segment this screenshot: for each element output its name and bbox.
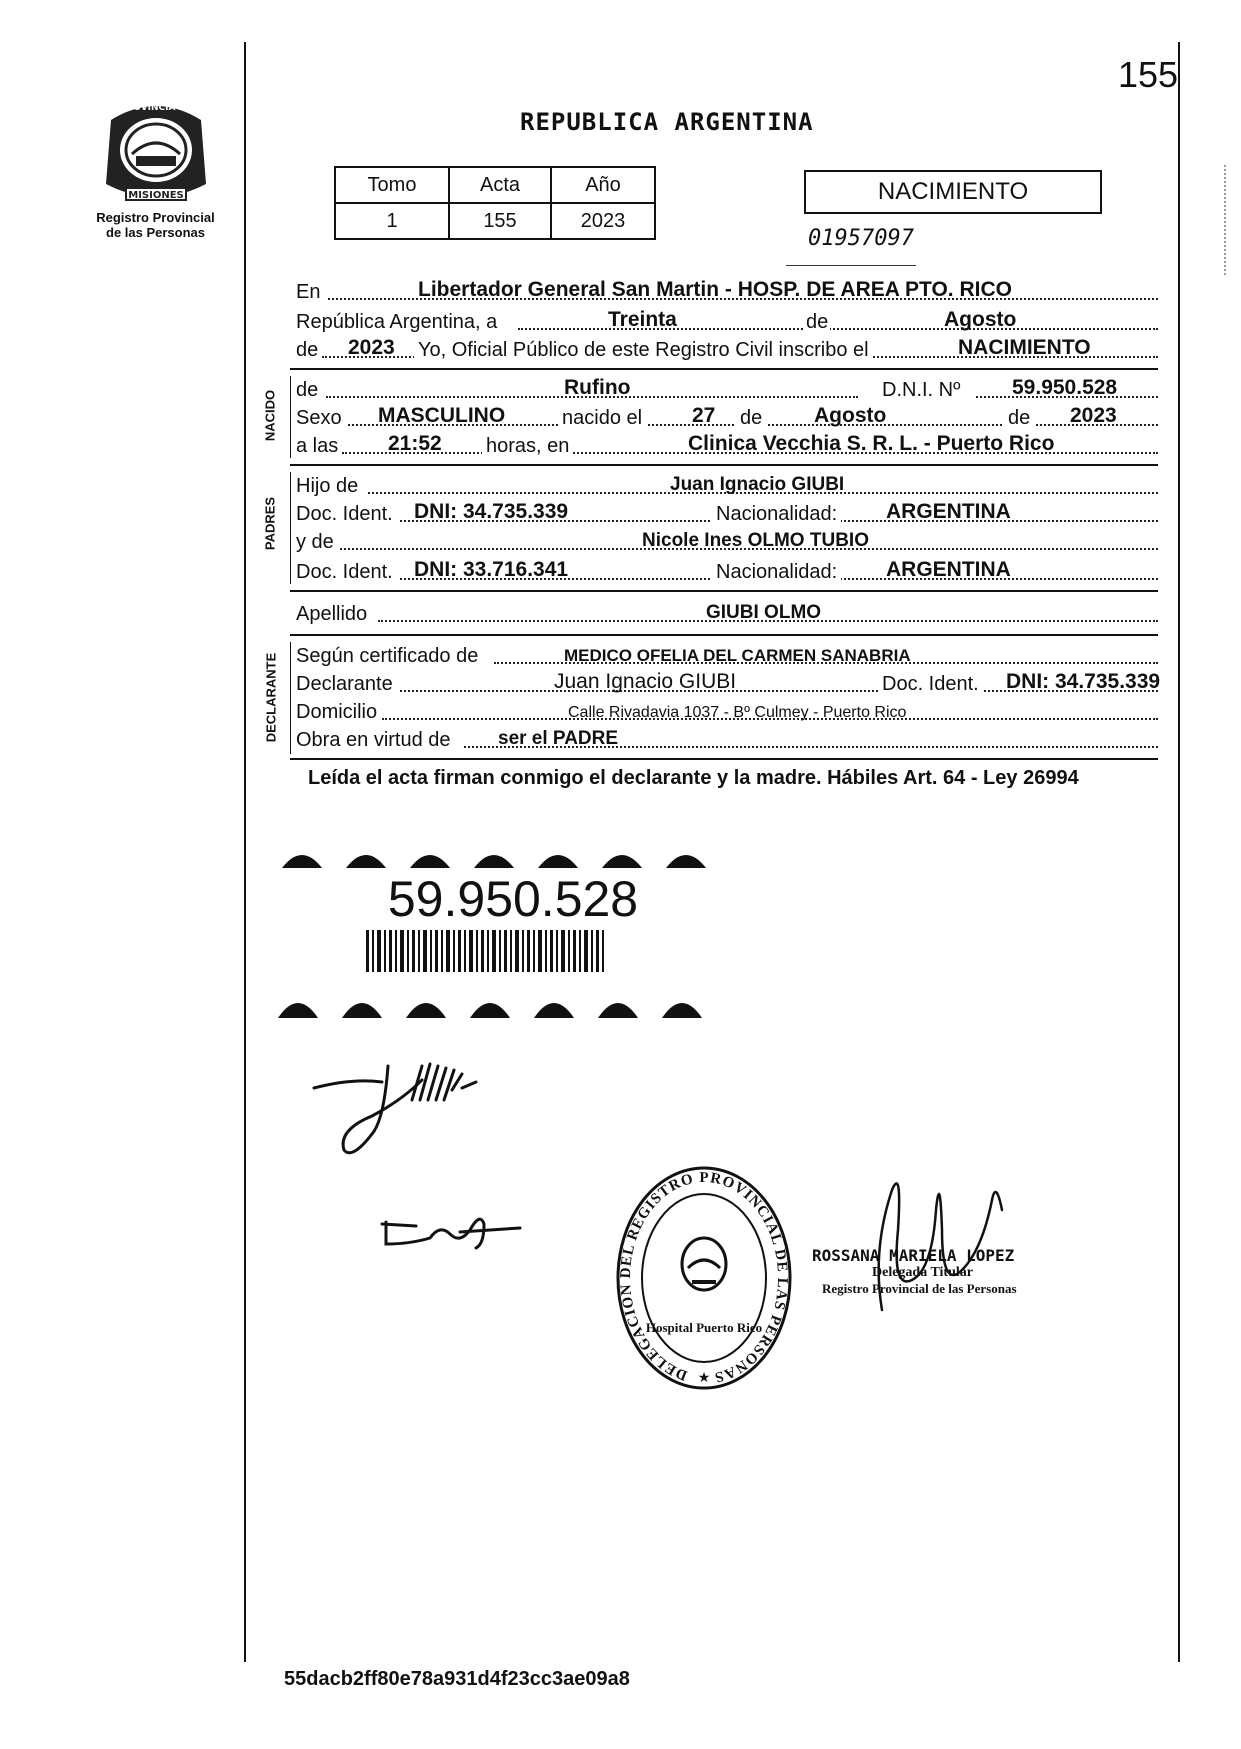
mother-signature [380, 1204, 530, 1254]
declarant-doc: DNI: 34.735.339 [1006, 670, 1161, 693]
barcode-icon [274, 928, 722, 974]
birth-month: Agosto [814, 404, 887, 427]
hijo-label: Hijo de [296, 475, 359, 497]
father-row [296, 472, 1158, 500]
mother-row [296, 528, 1158, 556]
dni-label: D.N.I. Nº [882, 379, 961, 401]
birth-de2-label: de [1004, 407, 1034, 430]
coat-of-arms-icon [682, 1238, 726, 1290]
signatory-office: Registro Provincial de las Personas [822, 1281, 1017, 1296]
registry-caption-line2: de las Personas [106, 225, 205, 240]
declarante-section-label: DECLARANTE [263, 652, 279, 743]
mother-name: Nicole Ines OLMO TUBIO [642, 530, 869, 551]
registration-month: Agosto [944, 308, 1017, 331]
birth-place: Clinica Vecchia S. R. L. - Puerto Rico [688, 432, 1055, 455]
document-hash: 55dacb2ff80e78a931d4f23cc3ae09a8 [284, 1668, 630, 1690]
divider-2 [290, 464, 1158, 466]
stamp-inner-text: Hospital Puerto Rico [645, 1320, 763, 1335]
horas-label: horas, en [482, 435, 573, 458]
nacido-bracket [290, 376, 291, 458]
signatory-block [812, 1246, 1017, 1297]
serial-number: 01957097 [808, 226, 914, 251]
segun-label: Según certificado de [296, 645, 479, 667]
registration-year: 2023 [348, 336, 395, 359]
yde-label: y de [296, 531, 334, 553]
declarant-row [296, 670, 1161, 698]
sexo-label: Sexo [296, 407, 342, 429]
security-pattern-top [274, 838, 722, 870]
tomo-header: Tomo [335, 167, 449, 203]
address-row [296, 698, 1158, 726]
divider-5 [290, 758, 1158, 760]
sex-birthdate-row [296, 404, 1158, 432]
apellido-label: Apellido [296, 603, 368, 625]
nac1-label: Nacionalidad: [712, 503, 841, 526]
address-value: Calle Rivadavia 1037 - Bº Culmey - Puerto Rico [568, 704, 907, 721]
closing-text: Leída el acta firman conmigo el declarante y la madre. Hábiles Art. 64 - Ley 26994 [308, 767, 1079, 789]
declarant-signature [312, 1060, 512, 1190]
province-seal-icon [96, 92, 216, 210]
tomo-value: 1 [335, 203, 449, 239]
nacido-section-label: NACIDO [262, 389, 278, 442]
mother-nationality: ARGENTINA [886, 558, 1011, 581]
official-stamp [614, 1164, 794, 1394]
place-row [296, 278, 1158, 306]
registry-caption-line1: Registro Provincial [96, 210, 215, 225]
birth-year: 2023 [1070, 404, 1117, 427]
domicilio-label: Domicilio [296, 701, 378, 723]
divider-4 [290, 634, 1158, 636]
yo-text: Yo, Oficial Público de este Registro Civil inscribo el [414, 339, 873, 362]
anio-value: 2023 [551, 203, 655, 239]
declarante-bracket [290, 642, 291, 754]
en-label: En [296, 281, 321, 303]
name-row [296, 376, 1158, 404]
anio-header: Año [551, 167, 655, 203]
acta-value: 155 [449, 203, 551, 239]
document-type-box: NACIMIENTO [804, 170, 1102, 214]
father-doc-row [296, 500, 1158, 528]
doc3-label: Doc. Ident. [878, 673, 983, 696]
doc1-label: Doc. Ident. [296, 503, 393, 525]
birth-day: 27 [692, 404, 716, 427]
edge-marks [1224, 165, 1228, 275]
registry-logo [88, 92, 223, 240]
divider-3 [290, 590, 1158, 592]
signatory-name: ROSSANA MARIELA LOPEZ [812, 1246, 1015, 1265]
acta-header: Acta [449, 167, 551, 203]
act-row [296, 336, 1158, 364]
declarante-label: Declarante [296, 673, 393, 695]
doc2-label: Doc. Ident. [296, 561, 393, 583]
svg-text:MISIONES: MISIONES [127, 190, 184, 201]
capacity-value: ser el PADRE [498, 728, 619, 749]
star-icon: ★ [697, 1369, 711, 1385]
padres-bracket [290, 472, 291, 584]
date-row [296, 308, 1158, 336]
padres-section-label: PADRES [262, 496, 278, 551]
act-type: NACIMIENTO [958, 336, 1091, 359]
child-name: Rufino [564, 376, 631, 399]
page-number: 155 [1118, 54, 1179, 95]
certificate-value: MEDICO OFELIA DEL CARMEN SANABRIA [564, 646, 911, 665]
left-margin-rule [244, 42, 246, 1662]
capacity-row [296, 726, 1158, 754]
nacido-label: nacido el [558, 407, 646, 430]
name-de-label: de [296, 379, 319, 401]
mother-doc-row [296, 558, 1158, 586]
stamp-ring-text: DELEGACIÓN DEL REGISTRO PROVINCIAL DE LAS PERSONAS [617, 1169, 791, 1386]
divider-1 [290, 368, 1158, 370]
father-name: Juan Ignacio GIUBI [670, 474, 845, 495]
day-in-words: Treinta [608, 308, 677, 331]
birth-de1-label: de [736, 407, 766, 430]
child-dni: 59.950.528 [1012, 376, 1118, 399]
nac2-label: Nacionalidad: [712, 561, 841, 584]
right-margin-rule [1178, 42, 1180, 1662]
svg-text:DELEGACIÓN DEL REGISTRO PROVIN [618, 1170, 790, 1385]
signatory-title: Delegada Titular [872, 1265, 973, 1280]
svg-text:PROVINCIA DE: PROVINCIA DE [119, 103, 192, 113]
republica-label: República Argentina, a [296, 311, 498, 333]
registrar-signature [852, 1170, 1032, 1320]
time-place-row [296, 432, 1158, 460]
record-table [334, 166, 656, 240]
alas-label: a las [296, 435, 339, 457]
declarant-name: Juan Ignacio GIUBI [554, 670, 737, 693]
barcode-label [274, 838, 722, 1018]
certificate-row [296, 642, 1158, 670]
barcode-number: 59.950.528 [387, 871, 639, 927]
security-pattern-bottom [274, 980, 722, 1020]
registration-place: Libertador General San Martin - HOSP. DE AREA PTO. RICO [418, 278, 1012, 301]
de-label: de [806, 311, 829, 333]
surname-row [296, 600, 1158, 628]
sex-value: MASCULINO [378, 404, 506, 427]
surname-value: GIUBI OLMO [706, 602, 822, 623]
birth-time: 21:52 [388, 432, 442, 455]
serial-underline [786, 265, 916, 266]
year-de-label: de [296, 339, 319, 361]
mother-doc: DNI: 33.716.341 [414, 558, 569, 581]
father-nationality: ARGENTINA [886, 500, 1011, 523]
obra-label: Obra en virtud de [296, 729, 451, 751]
country-title: REPUBLICA ARGENTINA [520, 108, 814, 136]
father-doc: DNI: 34.735.339 [414, 500, 569, 523]
